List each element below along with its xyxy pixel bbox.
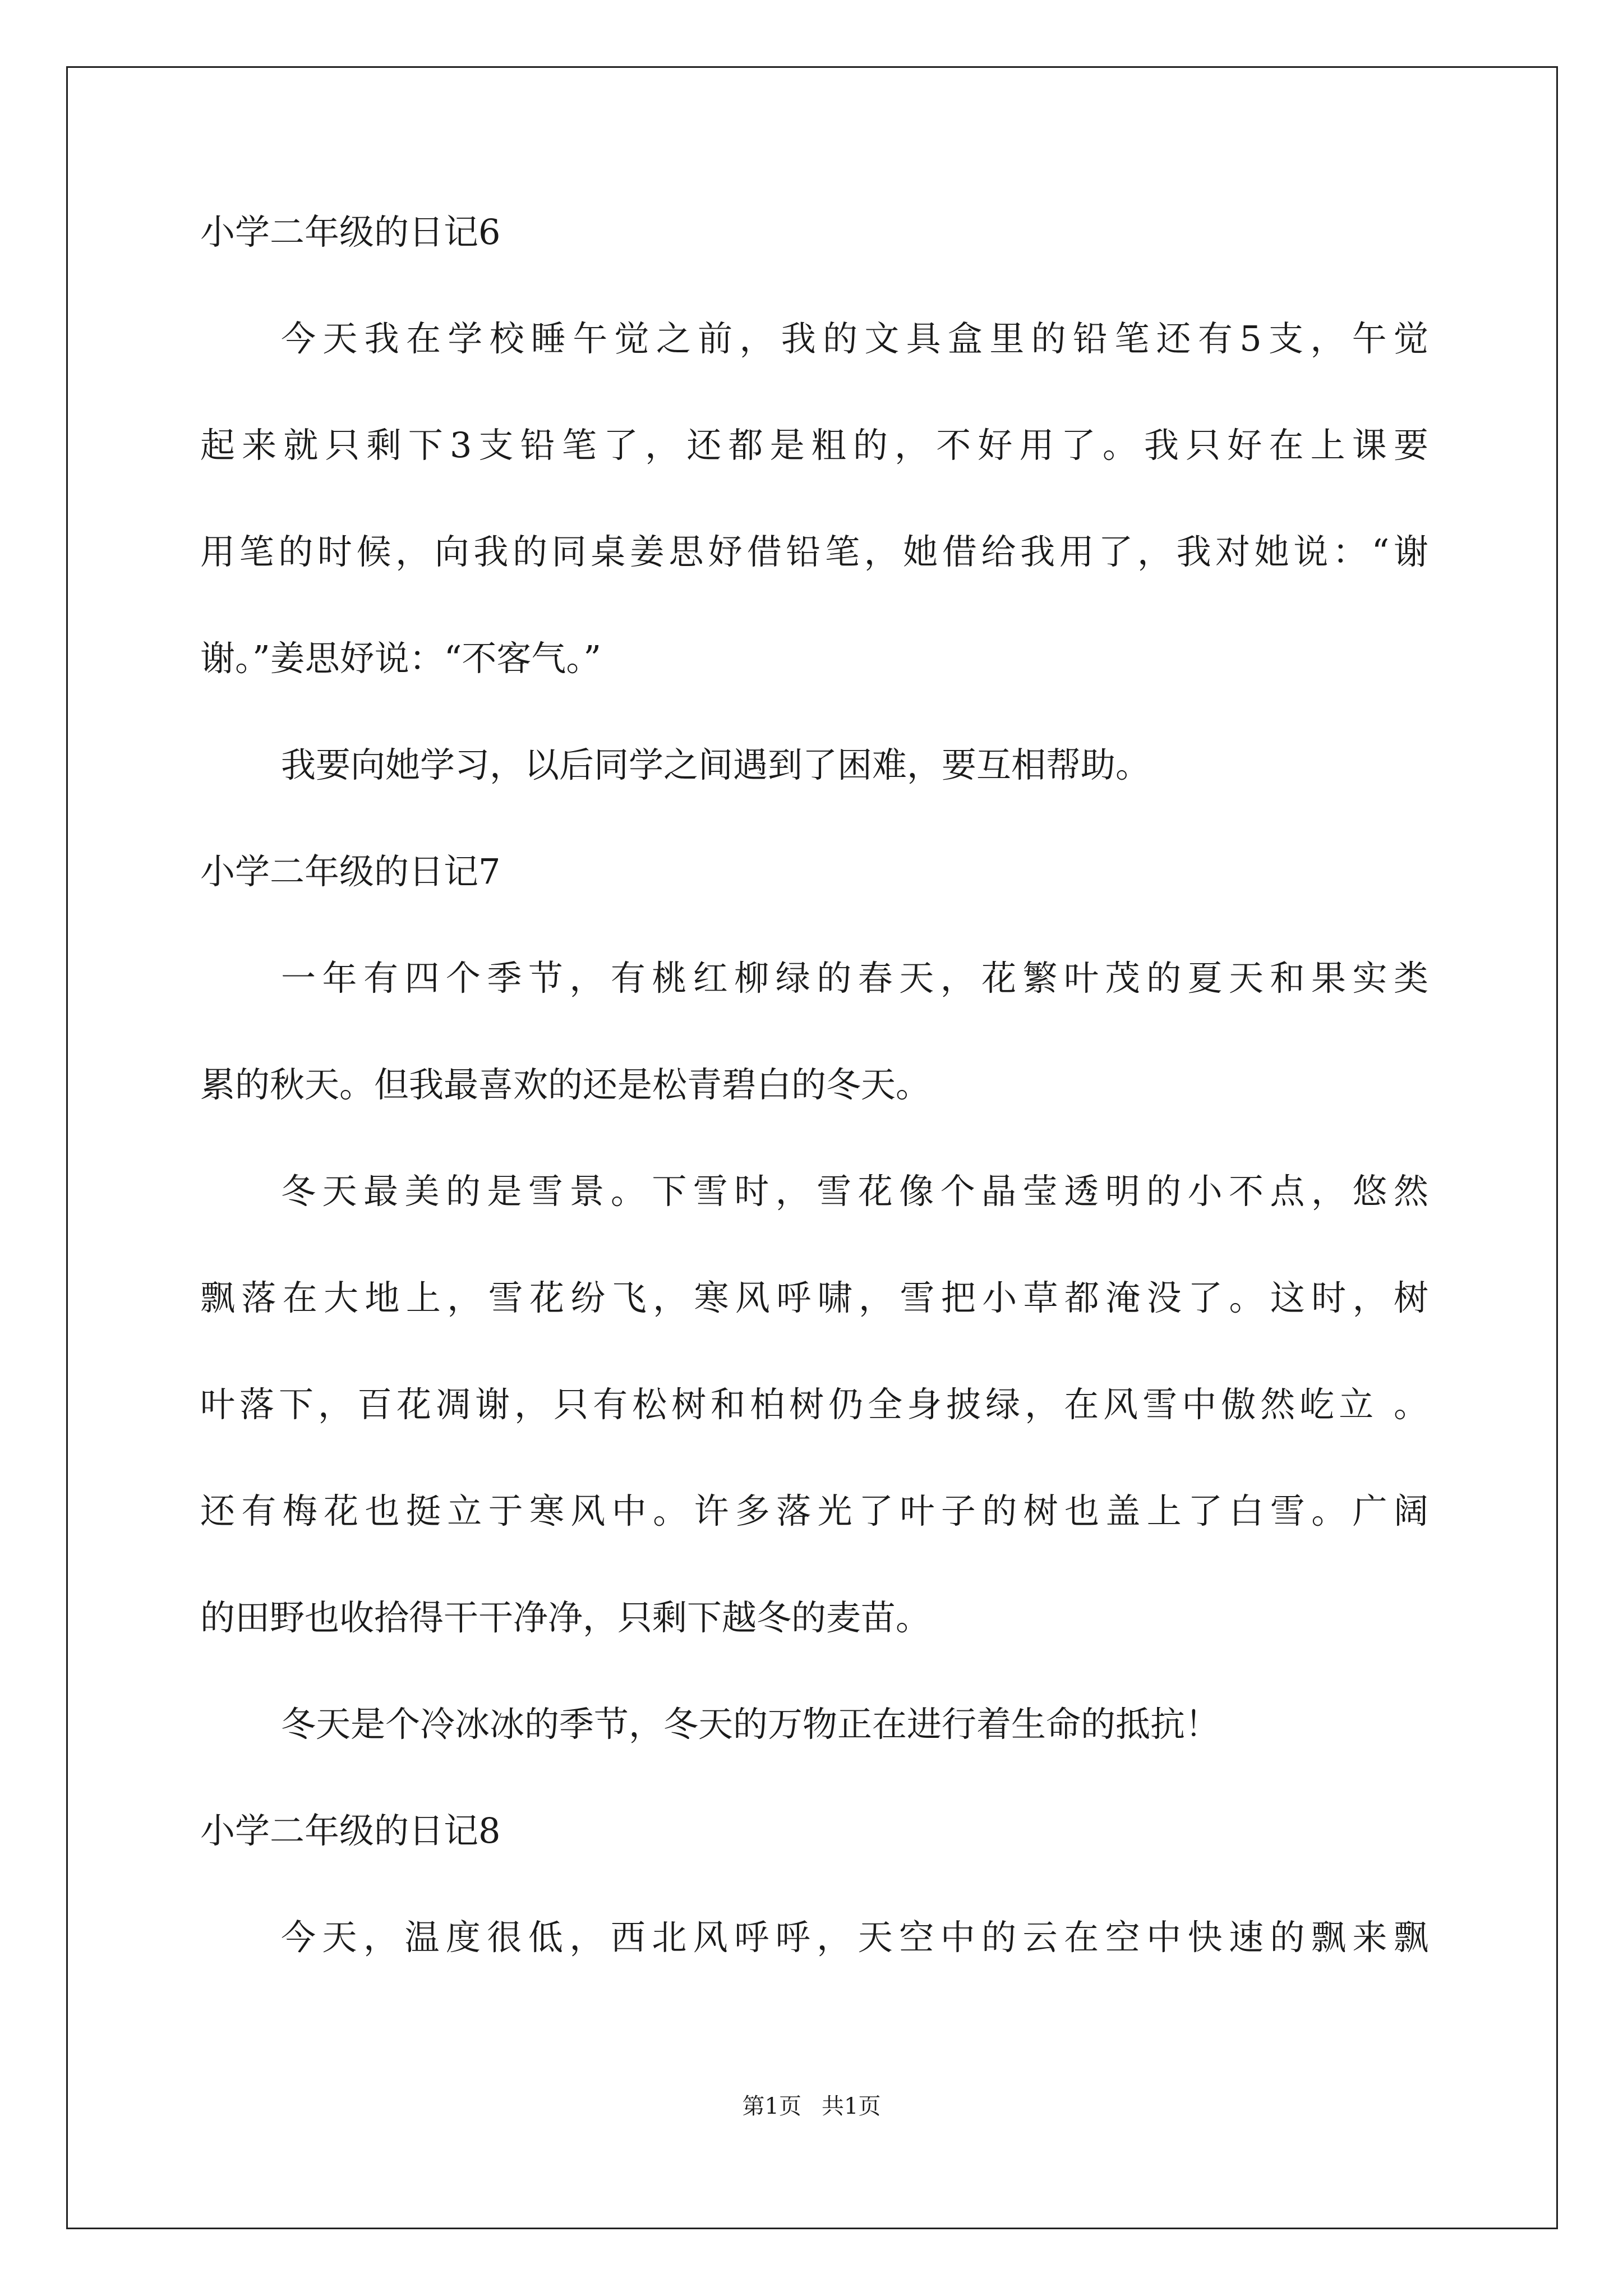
paragraph-line: 一年有四个季节，有桃红柳绿的春天，花繁叶茂的夏天和果实类	[281, 958, 1428, 999]
paragraph-line: 今天，温度很低，西北风呼呼，天空中的云在空中快速的飘来飘	[281, 1917, 1428, 1958]
paragraph-line: 用笔的时候，向我的同桌姜思妤借铅笔，她借给我用了，我对她说：“谢	[200, 531, 1428, 572]
paragraph-line: 飘落在大地上，雪花纷飞，寒风呼啸，雪把小草都淹没了。这时，树	[200, 1277, 1428, 1318]
paragraph-line: 冬天是个冷冰冰的季节，冬天的万物正在进行着生命的抵抗！	[281, 1704, 1220, 1745]
paragraph-line: 叶落下，百花凋谢，只有松树和柏树仍全身披绿，在风雪中傲然屹立 。	[200, 1384, 1428, 1425]
paragraph-line: 还有梅花也挺立于寒风中。许多落光了叶子的树也盖上了白雪。广阔	[200, 1490, 1428, 1531]
paragraph-line: 累的秋天。但我最喜欢的还是松青碧白的冬天。	[200, 1064, 931, 1105]
section-heading: 小学二年级的日记6	[200, 211, 501, 252]
paragraph-line: 今天我在学校睡午觉之前，我的文具盒里的铅笔还有5支，午觉	[281, 318, 1428, 359]
page-footer	[0, 2092, 1623, 2120]
section-heading: 小学二年级的日记8	[200, 1810, 501, 1851]
paragraph-line: 我要向她学习，以后同学之间遇到了困难，要互相帮助。	[281, 744, 1151, 785]
paragraph-line: 谢。”姜思妤说：“不客气。”	[200, 638, 602, 679]
section-heading: 小学二年级的日记7	[200, 851, 501, 892]
page-border	[66, 66, 1558, 2229]
paragraph-line: 起来就只剩下3支铅笔了，还都是粗的，不好用了。我只好在上课要	[200, 425, 1428, 466]
page-number-current: 第1页	[742, 2093, 801, 2119]
page-number-total: 共1页	[822, 2093, 881, 2119]
paragraph-line: 的田野也收拾得干干净净，只剩下越冬的麦苗。	[200, 1597, 931, 1638]
paragraph-line: 冬天最美的是雪景。下雪时，雪花像个晶莹透明的小不点，悠然	[281, 1171, 1428, 1212]
